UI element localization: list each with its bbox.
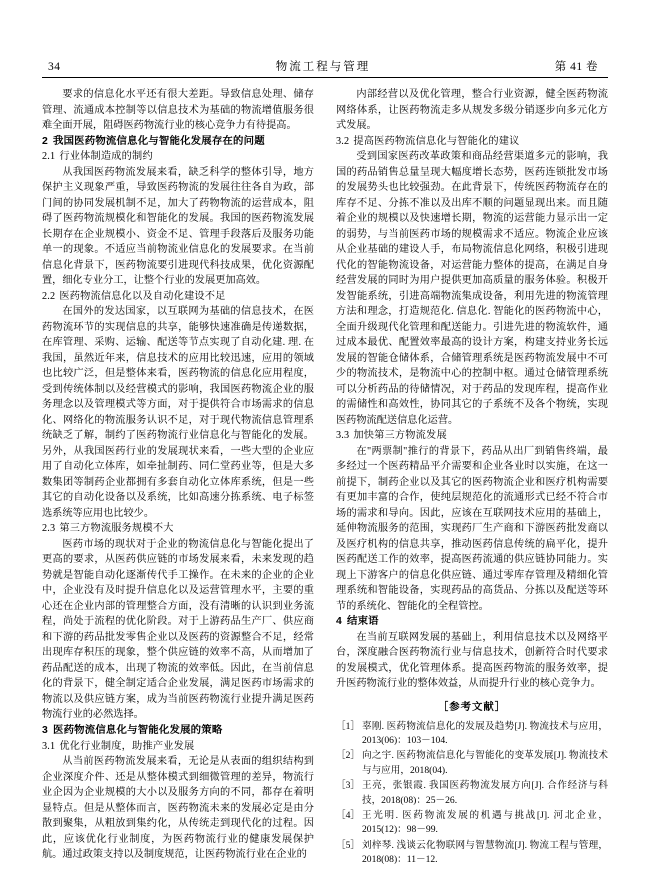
references-list [336,720,608,868]
reference-item [336,809,608,838]
heading-section-4 [336,614,608,630]
heading-section-2-3-number: 2.3 [42,523,56,535]
heading-section-3-number: 3 [42,724,48,736]
paragraph-3-3: 在"两票制"推行的背景下，药品从出厂到销售终端，最多经过一个医药精品平介需要和企业各业时以实施，在这一前提下，制药企业以及其它的医药物流企业和医疗机构需要有更加丰富的合作，使纯层规范化的流通形式已经不符合市场的需求和导向。因此，应该在互联网技术应用的基础上，延伸物流服务的范围，实现药厂生产商和下游医药批发商以及医疗机构的信息共享，推动医药信息传统的扁平化，提升医药配送工作的效率，提高医药流通的供应链协同能力。实现上下游客户的信息化供应链、通过零库存管理及精细化管理系统和智能设备，实现药品的高货品、分拣以及配送等环节的系统化、智能化的全程管控。 [336,445,608,612]
heading-section-3-2 [336,134,608,150]
heading-section-2-number: 2 [42,135,48,147]
heading-section-2-1 [42,149,314,165]
heading-section-3 [42,723,314,739]
paragraph-2-2: 在国外的发达国家，以互联网为基础的信息技术，在医药物流环节的实现信息的共享，能够快速准确是传递数据，在库管理、采购、运输、配送等节点实现了自动化建. 理. 在我国，虽然近年来，信息技术的应用比较迅速，应用的领域也比较广泛，但是整体来看，医药物流的信息化应用程度，受到传统体制以及经营模式的影响，我国医药物流企业的服务理念以及管理模式等方面，对于提供符合市场需求的信息化、网络化的物流服务认识不足，对于现代物流信息管理系统缺乏了解，制约了医药物流行业信息化与智能化的发展。另外，从我国医药行业的发展现状来看，一些大型的企业应用了自动化立体库，如牵扯制药、同仁堂药业等，但是大多数集团等制药企业都拥有多套自动化立体库系统，但是一些其它的自动化设备以及系统，比如高速分拣系统、电子标签选系统等应用也比较少。 [42,306,314,519]
paragraph-2-3: 医药市场的现状对于企业的物流信息化与智能化提出了更高的要求，从医药供应链的市场发展来看，未来发现的趋势就是智能自动化逐渐传代手工操作。在未来的企业的企业中，企业没有及时提升信息化以及运营管理水平，主要的重心还在企业内部的管理整合方面，没有清晰的认识到业务流程，尚处于流程的优化阶段。对于上游药品生产厂、供应商和下游的药品批发零售企业以及医药的资源整合不足，经常出现库存积压的现象，整个供应链的效率不高，从而增加了药品配送的成本，出现了物流的效率低。因此，在当前信息化的背景下，健全制定适合企业发展，满足医药市场需求的物流以及供应链方案，成为当前医药物流行业提升满足医药物流行业的必然选择。 [42,538,314,721]
heading-section-3-2-text: 提高医药物流信息化与智能化的建议 [353,135,520,147]
references-spacer [336,692,608,693]
heading-section-3-1 [42,739,314,755]
heading-section-2-1-number: 2.1 [42,151,56,163]
heading-section-2-3-text: 第三方物流服务规模不大 [59,523,174,535]
heading-section-2-2-number: 2.2 [42,290,56,302]
heading-section-2 [42,134,314,150]
body-columns [42,87,608,866]
reference-number: ［3］ [336,780,360,792]
journal-title: 物流工程与管理 [275,61,371,73]
reference-text: 刘梓琴. 浅谈云化物联网与智慧物流[J]. 物流工程与管理，2018(08)：11－12. [361,839,608,866]
reference-number: ［1］ [336,720,360,732]
reference-item [336,720,608,749]
heading-section-3-1-text: 优化行业制度，助推产业发展 [59,740,195,752]
reference-text: 王光明. 医药物流发展的机遇与挑战[J]. 河北企业，2015(12)：98－99. [361,809,608,836]
heading-section-2-2 [42,289,314,305]
heading-section-2-1-text: 行业体制造成的制约 [59,151,153,163]
heading-section-2-3 [42,521,314,537]
volume-label: 第 41 卷 [554,61,598,73]
references-heading: ［参考文献］ [437,701,507,713]
reference-text: 辜刚. 医药物流信息化的发展及趋势[J]. 物流技术与应用，2013(06)：103－104. [361,720,608,747]
heading-section-3-2-number: 3.2 [336,135,350,147]
paragraph-continued: 内部经营以及优化管理，整合行业资源，健全医药物流网络体系，让医药物流走多从规发多级分销逐步向多元化方式发展。 [336,89,608,131]
column-right [336,87,608,866]
paragraph-2-1: 从我国医药物流发展来看，缺乏科学的整体引导，地方保护主义现象严重，导致医药物流的发展往往各自为政，部门间的协同发展机制不足，加大了药物物流的运营成本，阻碍了医药物流规模化和智能化的发展。我国的医药物流发展长期存在企业规模小、资金不足、管理手段落后及服务功能单一的现象。不适应当前物流业信息化的发展要求。在当前信息化背景下，医药物流要引进现代科技成果，优化资源配置，细化专业分工，让整个行业的发展更加高效。 [42,166,314,287]
reference-text: 向之宇. 医药物流信息化与智能化的变革发展[J]. 物流技术与与应用，2018(04). [361,750,608,776]
column-left [42,87,314,861]
header-divider [42,77,608,78]
heading-section-3-3 [336,428,608,444]
heading-section-2-2-text: 医药物流信息化以及自动化建设不足 [59,290,226,302]
reference-text: 王亮，张银霞. 我国医药物流发展方向[J]. 合作经济与科技，2018(08)：25－26. [361,780,608,806]
heading-section-3-3-text: 加快第三方物流发展 [353,430,447,441]
reference-number: ［2］ [336,750,360,762]
reference-item [336,749,608,778]
paragraph-4: 在当前互联网发展的基础上，利用信息技术以及网络平台，深度融合医药物流行业与信息技术，创新符合时代要求的发展模式，优化管理体系。提高医药物流的服务效率，提升医药物流行业的整体效益，从而提升行业的核心竞争力。 [336,631,608,690]
page-number: 34 [48,61,61,73]
reference-number: ［4］ [336,809,360,821]
reference-item [336,779,608,808]
paragraph-intro: 要求的信息化水平还有很大差距。导致信息处理、储存管理、流通成本控制等以信息技术为基础的物流增值服务很难全面开展，阻碍医药物流行业的核心竞争力有待提高。 [42,89,314,131]
heading-section-4-text: 结束语 [346,616,379,627]
paragraph-3-1: 从当前医药物流发展来看，无论是从表面的组织结构到企业深度介件、还是从整体模式到细微管理的差异，物流行业企因为企业规模的大小以及服务方向的不同，都存在着明显特点。但是从整体而言，医药物流未来的发展必定是由分散到聚集，从粗放到集约化，从传统走到现代化的过程。因此，应该优化行业制度，为医药物流行业的健康发展保护航。通过政策支持以及制度规范，让医药物流行业在企业的 [42,756,314,861]
heading-section-3-text: 医药物流信息化与智能化发展的策略 [52,724,223,736]
heading-section-3-1-number: 3.1 [42,740,56,752]
heading-section-4-number: 4 [336,616,342,627]
paragraph-3-2: 受到国家医药改革政策和商品经营渠道多元的影响，我国的药品销售总量呈现大幅度增长态势，医药连锁批发市场的发展势头也比较强劲。在此背景下，传统医药物流存在的库存不足、分拣不准以及出库不顺的问题显现出来。而且随着企业的规模以及快速增长期，物流的运营能力显示出一定的弱势，与当前医药市场的规模需求不适应。物流企业应该从企业基础的建设人手，布局物流信息化网络，积极引进现代化的智能物流设备，对运营能力整体的提高，在满足自身经营发展的同时为用户提供更加高质量的服务体验。积极开发智能系统，引进高端物流集成设备，利用先进的物流管理方法和理念，打造规范化. 信息化. 智能化的医药物流中心，全面升级现代化管理和配送能力。引进先进的物流软件，通过成本最优、配置效率最高的设计方案，构建支持业务长远发展的智能仓储体系，合储管理系统是医药物流发展中不可少的物流技术，是物流中心的控制中枢。通过仓储管理系统可以分析药品的待储情况，对于药品的发现库程，提高作业的需储性和高效性，协同其它的子系统不及各个物统，实现医药物流配送信息化运营。 [336,151,608,426]
heading-section-3-3-number: 3.3 [336,430,350,441]
reference-item [336,839,608,868]
reference-number: ［5］ [336,839,360,851]
running-head [42,58,608,77]
heading-section-2-text: 我国医药物流信息化与智能化发展存在的问题 [52,135,265,147]
